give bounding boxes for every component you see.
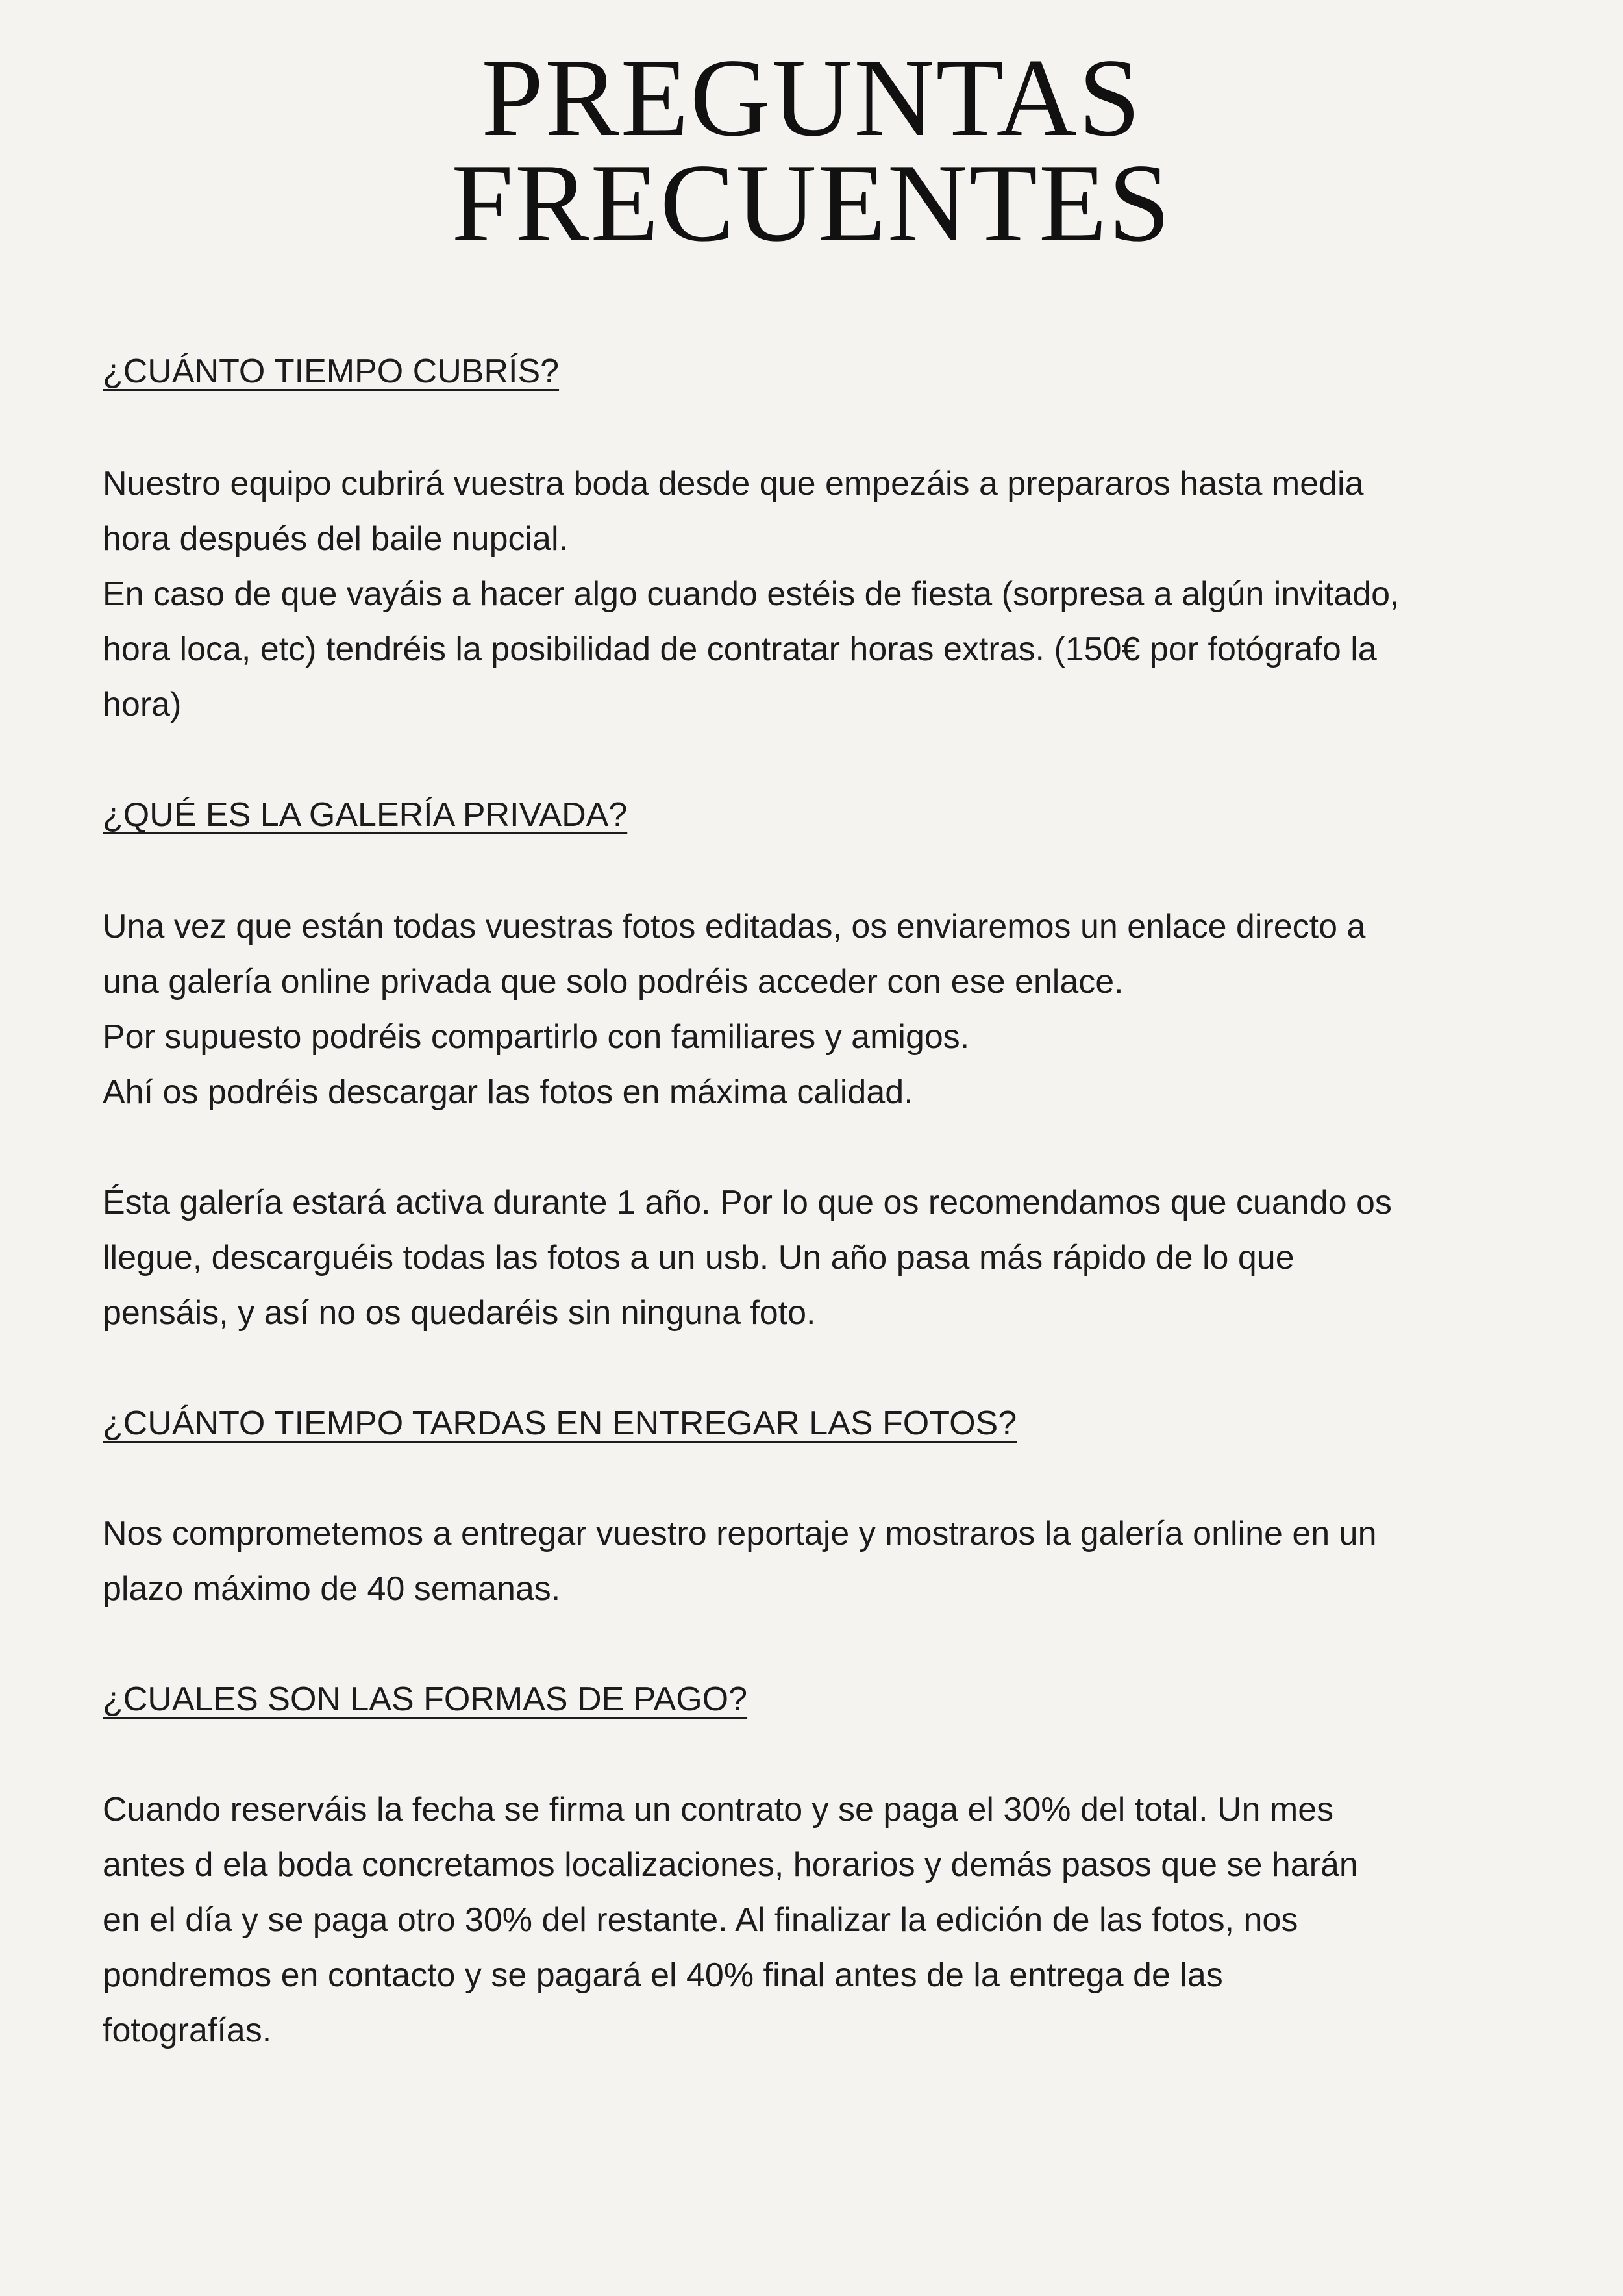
text-line: Por supuesto podréis compartirlo con familiares y amigos. <box>103 1018 970 1056</box>
text-line: Cuando reserváis la fecha se firma un contrato y se paga el 30% del total. Un mes <box>103 1791 1334 1828</box>
faq-question-coverage-time: ¿CUÁNTO TIEMPO CUBRÍS? <box>103 353 560 390</box>
text-line: Ahí os podréis descargar las fotos en máxima calidad. <box>103 1073 913 1111</box>
faq-answer-coverage-time <box>103 456 1531 732</box>
text-line: Ésta galería estará activa durante 1 año. Por lo que os recomendamos que cuando os <box>103 1184 1392 1221</box>
text-line: antes d ela boda concretamos localizaciones, horarios y demás pasos que se harán <box>103 1846 1358 1884</box>
text-line: pensáis, y así no os quedaréis sin ninguna foto. <box>103 1294 816 1332</box>
text-line: hora loca, etc) tendréis la posibilidad de contratar horas extras. (150€ por fotógrafo la <box>103 630 1377 668</box>
text-line: hora después del baile nupcial. <box>103 520 568 558</box>
faq-question-delivery-time: ¿CUÁNTO TIEMPO TARDAS EN ENTREGAR LAS FOTOS? <box>103 1404 1017 1442</box>
text-line: En caso de que vayáis a hacer algo cuando estéis de fiesta (sorpresa a algún invitado, <box>103 575 1400 613</box>
page-title <box>0 36 1623 265</box>
text-line: plazo máximo de 40 semanas. <box>103 1570 561 1608</box>
page-title-line-1: PREGUNTAS <box>481 36 1142 160</box>
faq-answer-private-gallery-note <box>103 1175 1531 1341</box>
text-line: una galería online privada que solo podréis acceder con ese enlace. <box>103 963 1124 1001</box>
text-line: en el día y se paga otro 30% del restante. Al finalizar la edición de las fotos, nos <box>103 1901 1298 1939</box>
faq-answer-payment-methods <box>103 1782 1531 2058</box>
text-line: Nuestro equipo cubrirá vuestra boda desde que empezáis a prepararos hasta media <box>103 465 1364 503</box>
faq-question-private-gallery: ¿QUÉ ES LA GALERÍA PRIVADA? <box>103 796 628 834</box>
faq-answer-delivery-time <box>103 1506 1531 1617</box>
text-line: fotografías. <box>103 2012 272 2049</box>
text-line: llegue, descarguéis todas las fotos a un usb. Un año pasa más rápido de lo que <box>103 1239 1295 1277</box>
text-line: Una vez que están todas vuestras fotos editadas, os enviaremos un enlace directo a <box>103 908 1366 945</box>
text-line: Nos comprometemos a entregar vuestro reportaje y mostraros la galería online en un <box>103 1515 1377 1553</box>
faq-question-payment-methods: ¿CUALES SON LAS FORMAS DE PAGO? <box>103 1680 748 1718</box>
text-line: pondremos en contacto y se pagará el 40% final antes de la entrega de las <box>103 1956 1223 1994</box>
text-line: hora) <box>103 686 182 723</box>
page-title-line-2: FRECUENTES <box>451 142 1172 265</box>
faq-answer-private-gallery <box>103 899 1531 1120</box>
